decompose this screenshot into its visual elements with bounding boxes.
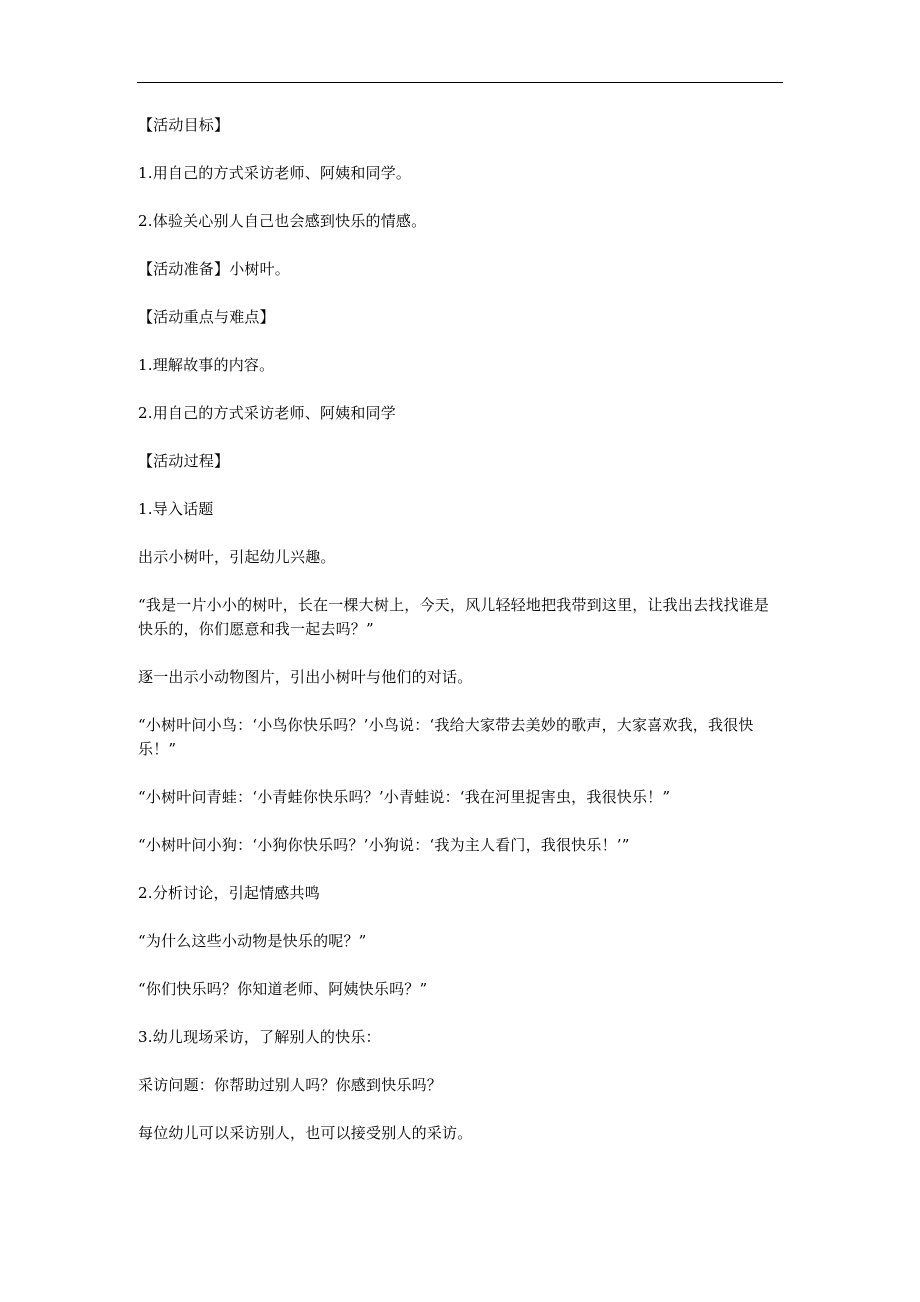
dialogue-frog: “小树叶问青蛙：‘小青蛙你快乐吗？’小青蛙说：‘我在河里捉害虫，我很快乐！”: [138, 788, 671, 806]
process-step-1-title: 1.导入话题: [138, 500, 214, 518]
question-are-you-happy: “你们快乐吗？你知道老师、阿姨快乐吗？”: [138, 980, 428, 998]
goal-item-2: 2.体验关心别人自己也会感到快乐的情感。: [138, 212, 427, 230]
activity-preparation: 【活动准备】小树叶。: [138, 260, 291, 278]
interview-questions: 采访问题：你帮助过别人吗？你感到快乐吗？: [138, 1076, 443, 1094]
question-why-happy: “为什么这些小动物是快乐的呢？”: [138, 932, 367, 950]
dialogue-dog: “小树叶问小狗：‘小狗你快乐吗？’小狗说：‘我为主人看门，我很快乐！’”: [138, 836, 630, 854]
key-point-1: 1.理解故事的内容。: [138, 356, 275, 374]
goal-item-1: 1.用自己的方式采访老师、阿姨和同学。: [138, 164, 412, 182]
process-step-1-text: 出示小树叶，引起幼儿兴趣。: [138, 548, 336, 566]
heading-key-points: 【活动重点与难点】: [138, 308, 275, 326]
dialogue-bird: “小树叶问小鸟：‘小鸟你快乐吗？’小鸟说：‘我给大家带去美妙的歌声，大家喜欢我，我很快乐！”: [138, 716, 754, 758]
key-point-2: 2.用自己的方式采访老师、阿姨和同学: [138, 404, 396, 422]
heading-activity-goals: 【活动目标】: [138, 116, 230, 134]
process-step-2-title: 2.分析讨论，引起情感共鸣: [138, 884, 320, 902]
leaf-quote: “我是一片小小的树叶，长在一棵大树上，今天，风儿轻轻地把我带到这里，让我出去找找谁是快乐的，你们愿意和我一起去吗？”: [138, 596, 770, 638]
heading-activity-process: 【活动过程】: [138, 452, 230, 470]
animal-intro: 逐一出示小动物图片，引出小树叶与他们的对话。: [138, 668, 473, 686]
document-body: [138, 113, 784, 1169]
process-step-3-title: 3.幼儿现场采访，了解别人的快乐：: [138, 1028, 381, 1046]
interview-instruction: 每位幼儿可以采访别人，也可以接受别人的采访。: [138, 1124, 473, 1142]
header-rule: [137, 82, 783, 83]
